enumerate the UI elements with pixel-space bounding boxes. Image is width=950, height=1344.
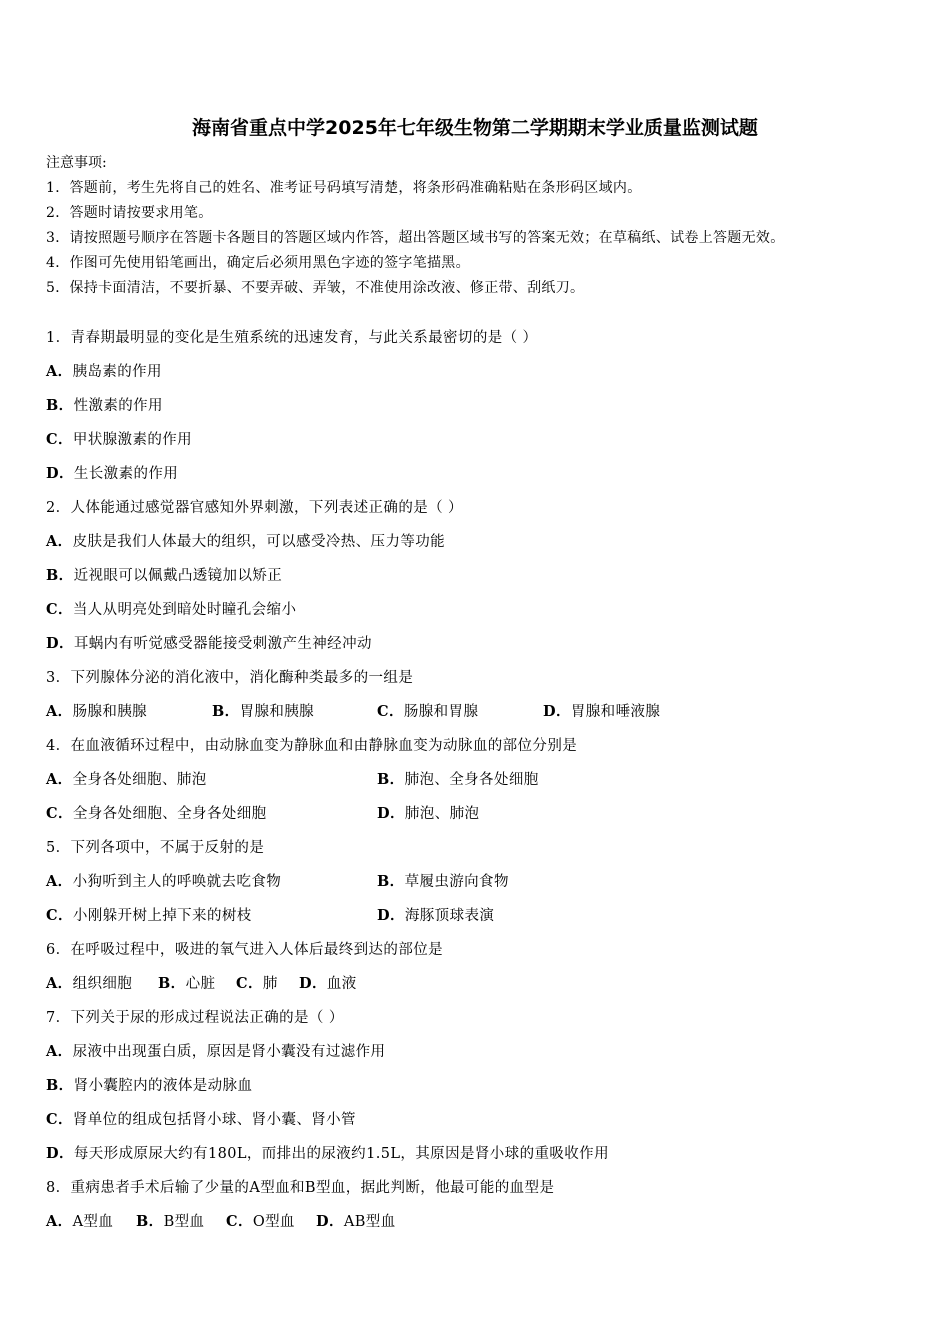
option-label: C． [46, 601, 73, 618]
option-label: A． [46, 975, 73, 992]
option [46, 1210, 113, 1231]
option-label: D． [377, 805, 405, 822]
option-label: D． [46, 1145, 74, 1162]
option [46, 1074, 252, 1095]
option-text: 每天形成原尿大约有180L，而排出的尿液约1.5L，其原因是肾小球的重吸收作用 [73, 1146, 609, 1162]
option-text: 肾单位的组成包括肾小球、肾小囊、肾小管 [72, 1112, 356, 1128]
option [136, 1210, 204, 1231]
option-label: B． [377, 873, 405, 890]
option-label: D． [543, 703, 571, 720]
option-label: C． [46, 431, 73, 448]
option [46, 360, 162, 381]
option-label: B． [46, 567, 74, 584]
option-label: C． [46, 805, 73, 822]
notice-item: 3．请按照题号顺序在答题卡各题目的答题区域内作答，超出答题区域书写的答案无效；在草稿纸、试卷上答题无效。 [46, 230, 785, 246]
option-text: 海豚顶球表演 [404, 908, 495, 924]
option-label: B． [136, 1213, 164, 1230]
option [46, 394, 163, 415]
option-text: 甲状腺激素的作用 [72, 432, 193, 448]
option [212, 700, 314, 721]
option [46, 802, 267, 823]
option [377, 768, 539, 789]
option-text: 血液 [326, 976, 357, 992]
option [46, 768, 207, 789]
option-text: 肺泡、全身各处细胞 [404, 772, 539, 788]
option-text: 尿液中出现蛋白质，原因是肾小囊没有过滤作用 [72, 1044, 386, 1060]
option [46, 530, 445, 551]
option [46, 632, 372, 653]
option-label: D． [377, 907, 405, 924]
option-label: B． [46, 1077, 74, 1094]
option-text: 肾小囊腔内的液体是动脉血 [73, 1078, 253, 1094]
option-text: 胃腺和胰腺 [239, 704, 315, 720]
option-label: A． [46, 363, 73, 380]
option-text: O型血 [252, 1214, 295, 1230]
option [377, 904, 494, 925]
option [46, 870, 281, 891]
question-stem: 6．在呼吸过程中，吸进的氧气进入人体后最终到达的部位是 [46, 942, 444, 958]
option [46, 1108, 356, 1129]
option-text: 胃腺和唾液腺 [570, 704, 661, 720]
option-text: 胰岛素的作用 [72, 364, 162, 380]
option [46, 598, 296, 619]
option-text: 生长激素的作用 [73, 466, 179, 482]
question-stem: 4．在血液循环过程中，由动脉血变为静脉血和由静脉血变为动脉血的部位分别是 [46, 738, 578, 754]
option [377, 700, 478, 721]
option [46, 1142, 609, 1163]
option-label: C． [236, 975, 263, 992]
option [377, 802, 479, 823]
option-label: B． [377, 771, 405, 788]
option [46, 428, 192, 449]
option-text: 心脏 [185, 976, 216, 992]
option-label: D． [46, 465, 74, 482]
option-text: 耳蜗内有听觉感受器能接受刺激产生神经冲动 [73, 636, 372, 652]
option-label: A． [46, 1213, 73, 1230]
option-text: 草履虫游向食物 [404, 874, 509, 890]
option [236, 972, 278, 993]
notice-item: 4．作图可先使用铅笔画出，确定后必须用黑色字迹的签字笔描黑。 [46, 255, 470, 271]
option-label: D． [299, 975, 327, 992]
option [46, 564, 282, 585]
option [543, 700, 660, 721]
option [46, 462, 178, 483]
option-label: A． [46, 771, 73, 788]
option-label: C． [46, 1111, 73, 1128]
notice-heading: 注意事项: [46, 155, 107, 171]
option [316, 1210, 396, 1231]
question-stem: 7．下列关于尿的形成过程说法正确的是（ ） [46, 1010, 344, 1026]
option-label: B． [46, 397, 74, 414]
option-text: 肠腺和胰腺 [72, 704, 148, 720]
notice-item: 1．答题前，考生先将自己的姓名、准考证号码填写清楚，将条形码准确粘贴在条形码区域内。 [46, 180, 642, 196]
option-label: A． [46, 1043, 73, 1060]
option-text: 小刚躲开树上掉下来的树枝 [72, 908, 252, 924]
option-text: 肺泡、肺泡 [404, 806, 480, 822]
option-text: A型血 [72, 1214, 114, 1230]
option-label: A． [46, 873, 73, 890]
option-text: 性激素的作用 [73, 398, 163, 414]
notice-item: 5．保持卡面清洁，不要折暴、不要弄破、弄皱，不准使用涂改液、修正带、刮纸刀。 [46, 280, 585, 296]
option [46, 972, 132, 993]
option [377, 870, 509, 891]
option-text: AB型血 [343, 1214, 396, 1230]
option-text: 组织细胞 [72, 976, 133, 992]
option-text: B型血 [163, 1214, 205, 1230]
option-label: D． [46, 635, 74, 652]
option-label: C． [226, 1213, 253, 1230]
option [46, 700, 147, 721]
question-stem: 5．下列各项中，不属于反射的是 [46, 840, 265, 856]
option-label: C． [46, 907, 73, 924]
option-label: D． [316, 1213, 344, 1230]
option-text: 小狗听到主人的呼唤就去吃食物 [72, 874, 282, 890]
question-stem: 8．重病患者手术后输了少量的A型血和B型血，据此判断，他最可能的血型是 [46, 1180, 555, 1196]
option-label: B． [212, 703, 240, 720]
option-text: 肺 [262, 976, 278, 992]
option-text: 全身各处细胞、肺泡 [72, 772, 207, 788]
question-stem: 3．下列腺体分泌的消化液中，消化酶种类最多的一组是 [46, 670, 414, 686]
option [46, 1040, 385, 1061]
question-stem: 1．青春期最明显的变化是生殖系统的迅速发育，与此关系最密切的是（ ） [46, 330, 538, 346]
option-text: 全身各处细胞、全身各处细胞 [72, 806, 267, 822]
option [158, 972, 215, 993]
option [46, 904, 252, 925]
notice-item: 2．答题时请按要求用笔。 [46, 205, 213, 221]
page-title: 海南省重点中学2025年七年级生物第二学期期末学业质量监测试题 [192, 117, 758, 139]
option-label: A． [46, 533, 73, 550]
option-text: 皮肤是我们人体最大的组织，可以感受冷热、压力等功能 [72, 534, 446, 550]
option-text: 肠腺和胃腺 [403, 704, 479, 720]
question-stem: 2．人体能通过感觉器官感知外界刺激，下列表述正确的是（ ） [46, 500, 463, 516]
option-label: C． [377, 703, 404, 720]
option [299, 972, 357, 993]
option-text: 近视眼可以佩戴凸透镜加以矫正 [73, 568, 283, 584]
option-text: 当人从明亮处到暗处时瞳孔会缩小 [72, 602, 297, 618]
option-label: A． [46, 703, 73, 720]
option-label: B． [158, 975, 186, 992]
option [226, 1210, 295, 1231]
